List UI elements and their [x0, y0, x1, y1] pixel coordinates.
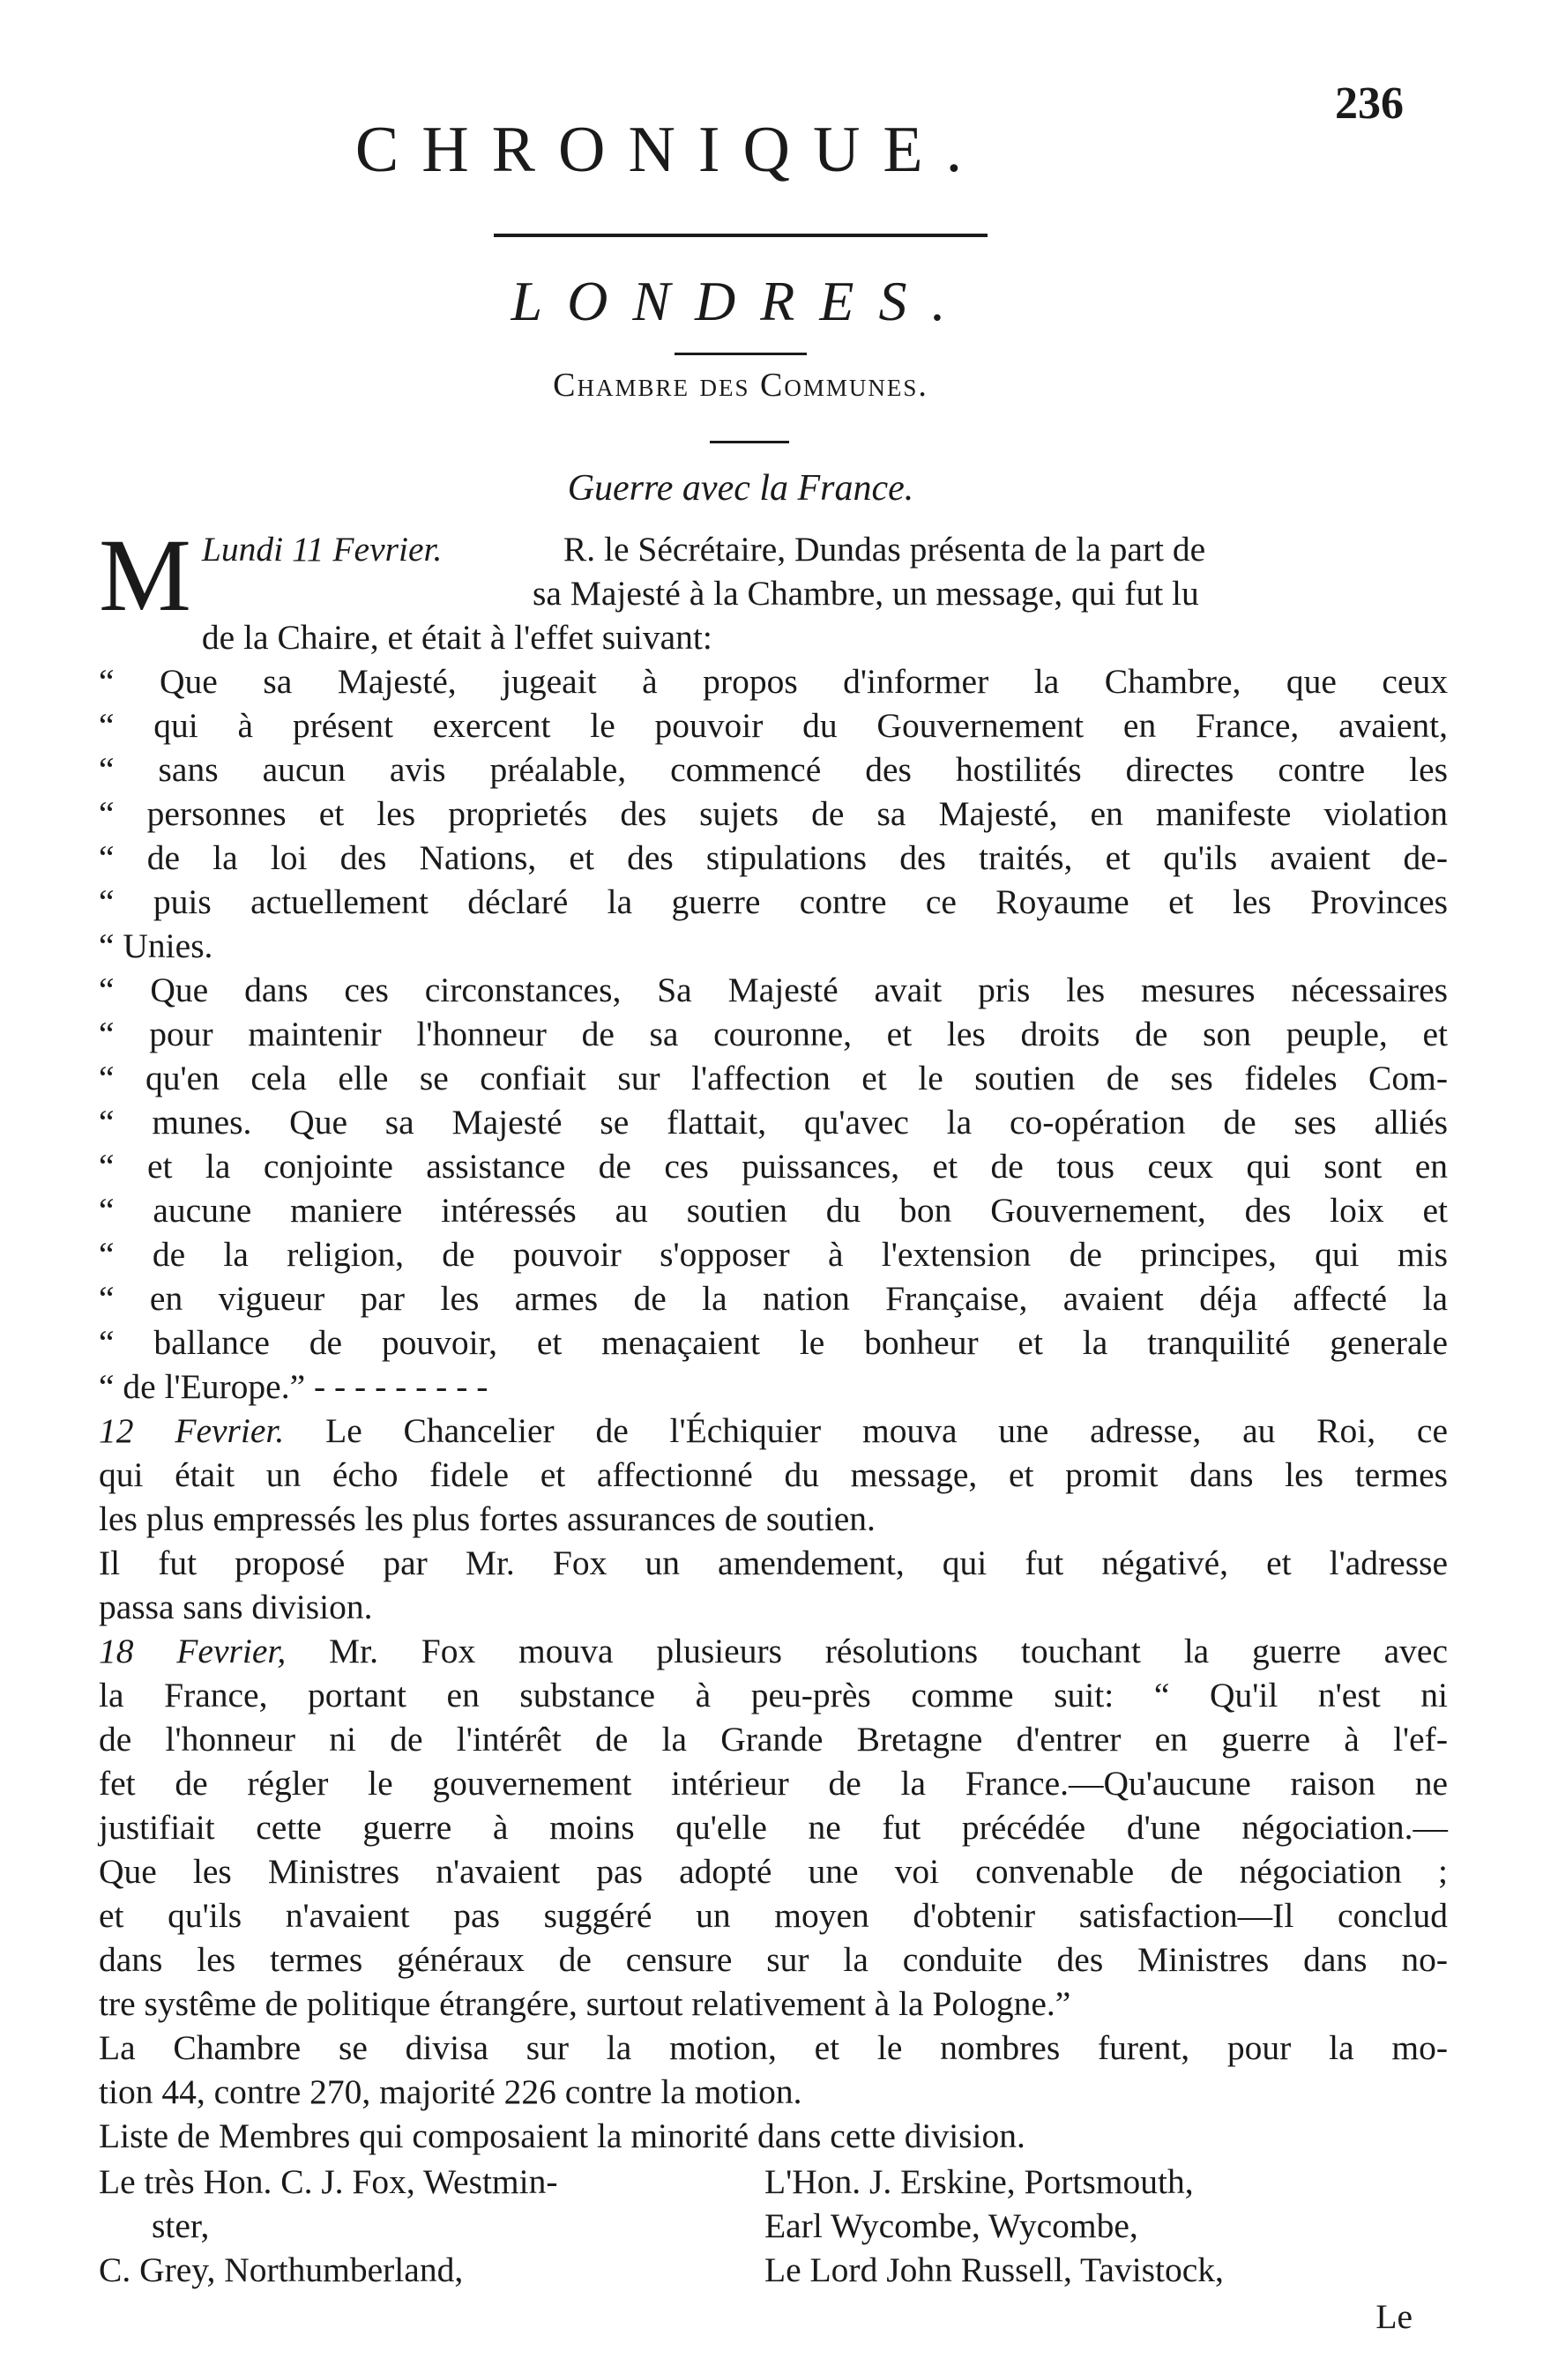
- text-line: les plus empressés les plus fortes assurances de soutien.: [99, 1499, 876, 1538]
- text-line: [99, 1409, 1448, 1453]
- text-line: “ qui à présent exercent le pouvoir du Gouvernement en France, avaient,: [99, 706, 1448, 745]
- text-line: sa Majesté à la Chambre, un message, qui fut lu: [533, 574, 1199, 613]
- member-entry: Le Lord John Russell, Tavistock,: [764, 2250, 1224, 2289]
- text-line: “ en vigueur par les armes de la nation Française, avaient déja affecté la: [99, 1279, 1448, 1318]
- text-line: de la Chaire, et était à l'effet suivant:: [201, 618, 712, 657]
- text-line: “ et la conjointe assistance de ces puissances, et de tous ceux qui sont en: [99, 1147, 1448, 1186]
- text-line: “ qu'en cela elle se confiait sur l'affection et le soutien de ses fideles Com-: [99, 1059, 1448, 1097]
- section-rule: [710, 441, 789, 443]
- royal-message: [99, 659, 1448, 1409]
- members-column-left: [99, 2160, 751, 2292]
- page-number: 236: [1335, 78, 1404, 129]
- member-entry: ster,: [152, 2206, 210, 2245]
- text-line: passa sans division.: [99, 1588, 373, 1626]
- text-line: “ de la loi des Nations, et des stipulations des traités, et qu'ils avaient de-: [99, 838, 1448, 877]
- text-line: “ sans aucun avis préalable, commencé des hostilités directes contre les: [99, 750, 1448, 789]
- text-line: “ ballance de pouvoir, et menaçaient le bonheur et la tranquilité generale: [99, 1323, 1448, 1362]
- text-line: “ aucune maniere intéressés au soutien du bon Gouvernement, des loix et: [99, 1191, 1448, 1230]
- text-line: “ Unies.: [99, 926, 213, 965]
- feb12-paragraph: [99, 1409, 1448, 1629]
- text-line: “ de l'Europe.” - - - - - - - - -: [99, 1367, 488, 1406]
- feb18-date: 18 Fevrier,: [99, 1632, 287, 1670]
- text-line: qui était un écho fidele et affectionné du message, et promit dans les termes: [99, 1455, 1448, 1494]
- feb18-paragraph: [99, 1629, 1448, 2158]
- text-line: et qu'ils n'avaient pas suggéré un moyen d'obtenir satisfaction—Il conclud: [99, 1896, 1448, 1935]
- subsection-heading: Guerre avec la France.: [567, 468, 914, 509]
- members-column-right: [764, 2160, 1417, 2292]
- text-line: R. le Sécrétaire, Dundas présenta de la part de: [563, 530, 1206, 569]
- text-line: dans les termes généraux de censure sur la conduite des Ministres dans no-: [99, 1940, 1448, 1979]
- opening-paragraph: [99, 517, 1448, 659]
- text-line: [99, 1629, 1448, 1673]
- text-line: La Chambre se divisa sur la motion, et le nombres furent, pour la mo-: [99, 2028, 1448, 2067]
- member-entry: Le très Hon. C. J. Fox, Westmin-: [99, 2162, 558, 2201]
- text-line: tre systême de politique étrangére, surtout relativement à la Pologne.”: [99, 1984, 1071, 2023]
- text-line-content: Le Chancelier de l'Échiquier mouva une adresse, au Roi, ce: [325, 1411, 1448, 1450]
- opening-date: Lundi 11 Fevrier.: [201, 530, 443, 569]
- feb12-date: 12 Fevrier.: [99, 1411, 285, 1450]
- text-line: de l'honneur ni de l'intérêt de la Grande Bretagne d'entrer en guerre à l'ef-: [99, 1720, 1448, 1759]
- text-line: la France, portant en substance à peu-près comme suit: “ Qu'il n'est ni: [99, 1676, 1448, 1714]
- text-line: Que les Ministres n'avaient pas adopté une voi convenable de négociation ;: [99, 1852, 1448, 1891]
- text-line-content: Mr. Fox mouva plusieurs résolutions touchant la guerre avec: [329, 1632, 1448, 1670]
- member-entry: Earl Wycombe, Wycombe,: [764, 2206, 1138, 2245]
- header-rule: [494, 234, 988, 237]
- city-heading: LONDRES.: [511, 270, 971, 332]
- text-line: “ personnes et les proprietés des sujets de sa Majesté, en manifeste violation: [99, 794, 1448, 833]
- text-line: “ puis actuellement déclaré la guerre contre ce Royaume et les Provinces: [99, 882, 1448, 921]
- text-line: “ Que dans ces circonstances, Sa Majesté avait pris les mesures nécessaires: [99, 971, 1448, 1009]
- drop-cap: M: [99, 517, 191, 633]
- catchword: Le: [1375, 2297, 1413, 2336]
- text-line: “ Que sa Majesté, jugeait à propos d'informer la Chambre, que ceux: [99, 662, 1448, 701]
- member-entry: L'Hon. J. Erskine, Portsmouth,: [764, 2162, 1194, 2201]
- running-head: CHRONIQUE.: [354, 114, 986, 186]
- text-line: justifiait cette guerre à moins qu'elle ne fut précédée d'une négociation.—: [99, 1808, 1448, 1847]
- member-entry: C. Grey, Northumberland,: [99, 2250, 464, 2289]
- text-line: “ munes. Que sa Majesté se flattait, qu'avec la co-opération de ses alliés: [99, 1103, 1448, 1142]
- text-line: fet de régler le gouvernement intérieur de la France.—Qu'aucune raison ne: [99, 1764, 1448, 1803]
- text-line: Il fut proposé par Mr. Fox un amendement, qui fut négativé, et l'adresse: [99, 1543, 1448, 1582]
- text-line: “ pour maintenir l'honneur de sa couronne, et les droits de son peuple, et: [99, 1015, 1448, 1053]
- city-rule: [675, 353, 807, 355]
- text-line: Liste de Membres qui composaient la minorité dans cette division.: [99, 2116, 1025, 2155]
- section-heading: Chambre des Communes.: [553, 367, 928, 404]
- text-line: “ de la religion, de pouvoir s'opposer à l'extension de principes, qui mis: [99, 1235, 1448, 1274]
- text-line: tion 44, contre 270, majorité 226 contre la motion.: [99, 2072, 802, 2111]
